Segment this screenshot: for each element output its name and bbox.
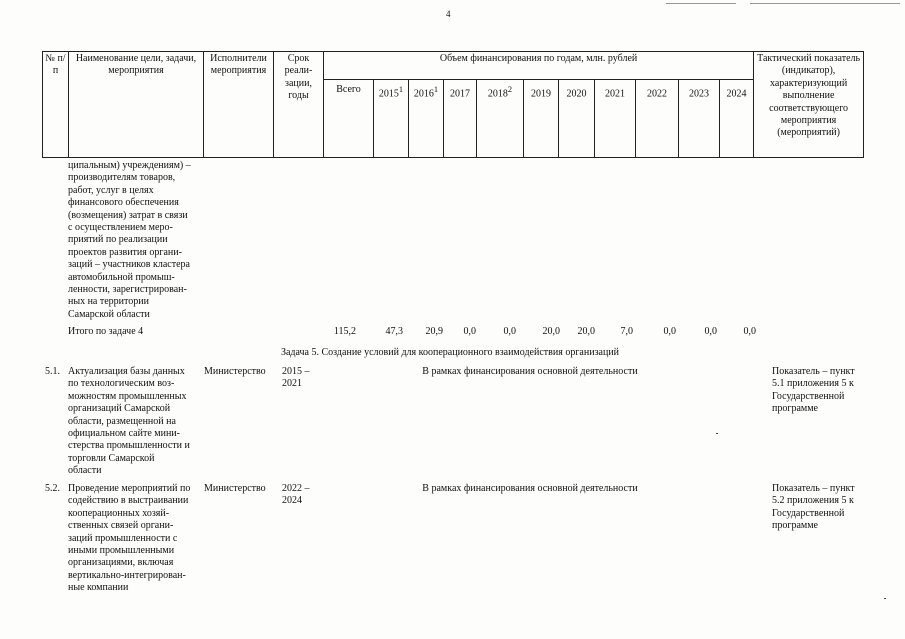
header-year: 2020 — [559, 80, 595, 158]
continuation-description: ципальным) учреждениям) – производителям товаров, работ, услуг в целях финансового обеспечения (возмещения) затрат в связи с осуществлением меро- приятий по реализации проектов развития органи- заций – участников кластера автомобильной промыш- ленности, зарегистрирован- ных на территории Самарской области — [68, 160, 191, 320]
row-indicator: Показатель – пункт 5.2 приложения 5 к Государственной программе — [772, 483, 855, 532]
page-number: 4 — [446, 9, 451, 19]
header-year: 2016$^1$ — [409, 80, 444, 158]
header-year: 2018$^2$ — [477, 80, 524, 158]
header-year: 2017 — [444, 80, 477, 158]
row-term: 2015 – 2021 — [282, 366, 310, 390]
row-executor: Министерство — [204, 483, 266, 494]
subtotal-value: 0,0 — [743, 326, 756, 337]
subtotal-value: 20,0 — [577, 326, 595, 337]
subtotal-value: 7,0 — [620, 326, 633, 337]
row-indicator: Показатель – пункт 5.1 приложения 5 к Государственной программе — [772, 366, 855, 415]
subtotal-value: 20,0 — [542, 326, 560, 337]
task-title: Задача 5. Создание условий для кооперационного взаимодействия организаций — [280, 347, 620, 358]
header-total: Всего — [324, 80, 374, 158]
subtotal-value: 0,0 — [663, 326, 676, 337]
subtotal-value: 115,2 — [333, 326, 356, 337]
scan-artifact-dot — [716, 433, 718, 434]
table-header — [42, 51, 864, 158]
scan-artifact-dot — [884, 598, 886, 599]
subtotal-value: 0,0 — [704, 326, 717, 337]
header-year: 2019 — [524, 80, 559, 158]
scan-artifact-line — [666, 3, 736, 4]
row-number: 5.2. — [45, 483, 60, 494]
header-year: 2023 — [679, 80, 720, 158]
subtotal-value: 20,9 — [425, 326, 443, 337]
header-year: 2021 — [595, 80, 636, 158]
row-executor: Министерство — [204, 366, 266, 377]
row-description: Актуализация базы данных по технологическим воз- можностям промышленных организаций Самарской области, размещенной на официальном сайте мини- стерства промышленности и торговли Самарской области — [68, 366, 190, 477]
row-term: 2022 – 2024 — [282, 483, 310, 507]
row-funding-note: В рамках финансирования основной деятельности — [422, 483, 638, 494]
header-executor: Исполнители мероприятия — [204, 52, 274, 158]
subtotal-value: 0,0 — [463, 326, 476, 337]
header-indicator: Тактический показатель (индикатор), характеризующий выполнение соответствующего мероприятия (мероприятий) — [754, 52, 864, 158]
header-term: Срок реали- зации, годы — [274, 52, 324, 158]
scan-artifact-line — [750, 3, 900, 4]
header-year: 2024 — [720, 80, 754, 158]
subtotal-value: 47,3 — [385, 326, 403, 337]
row-number: 5.1. — [45, 366, 60, 377]
header-year: 2015$^1$ — [374, 80, 409, 158]
subtotal-value: 0,0 — [503, 326, 516, 337]
header-funding: Объем финансирования по годам, млн. рублей — [324, 52, 754, 80]
header-num: № п/п — [43, 52, 69, 158]
row-funding-note: В рамках финансирования основной деятельности — [422, 366, 638, 377]
header-name: Наименование цели, задачи, мероприятия — [69, 52, 204, 158]
row-description: Проведение мероприятий по содействию в выстраивании кооперационных хозяй- ственных связей органи- заций промышленности с иными промышленными организациями, включая вертикально-интегрирован- ные компании — [68, 483, 191, 594]
header-year: 2022 — [636, 80, 679, 158]
subtotal-label: Итого по задаче 4 — [68, 326, 144, 337]
